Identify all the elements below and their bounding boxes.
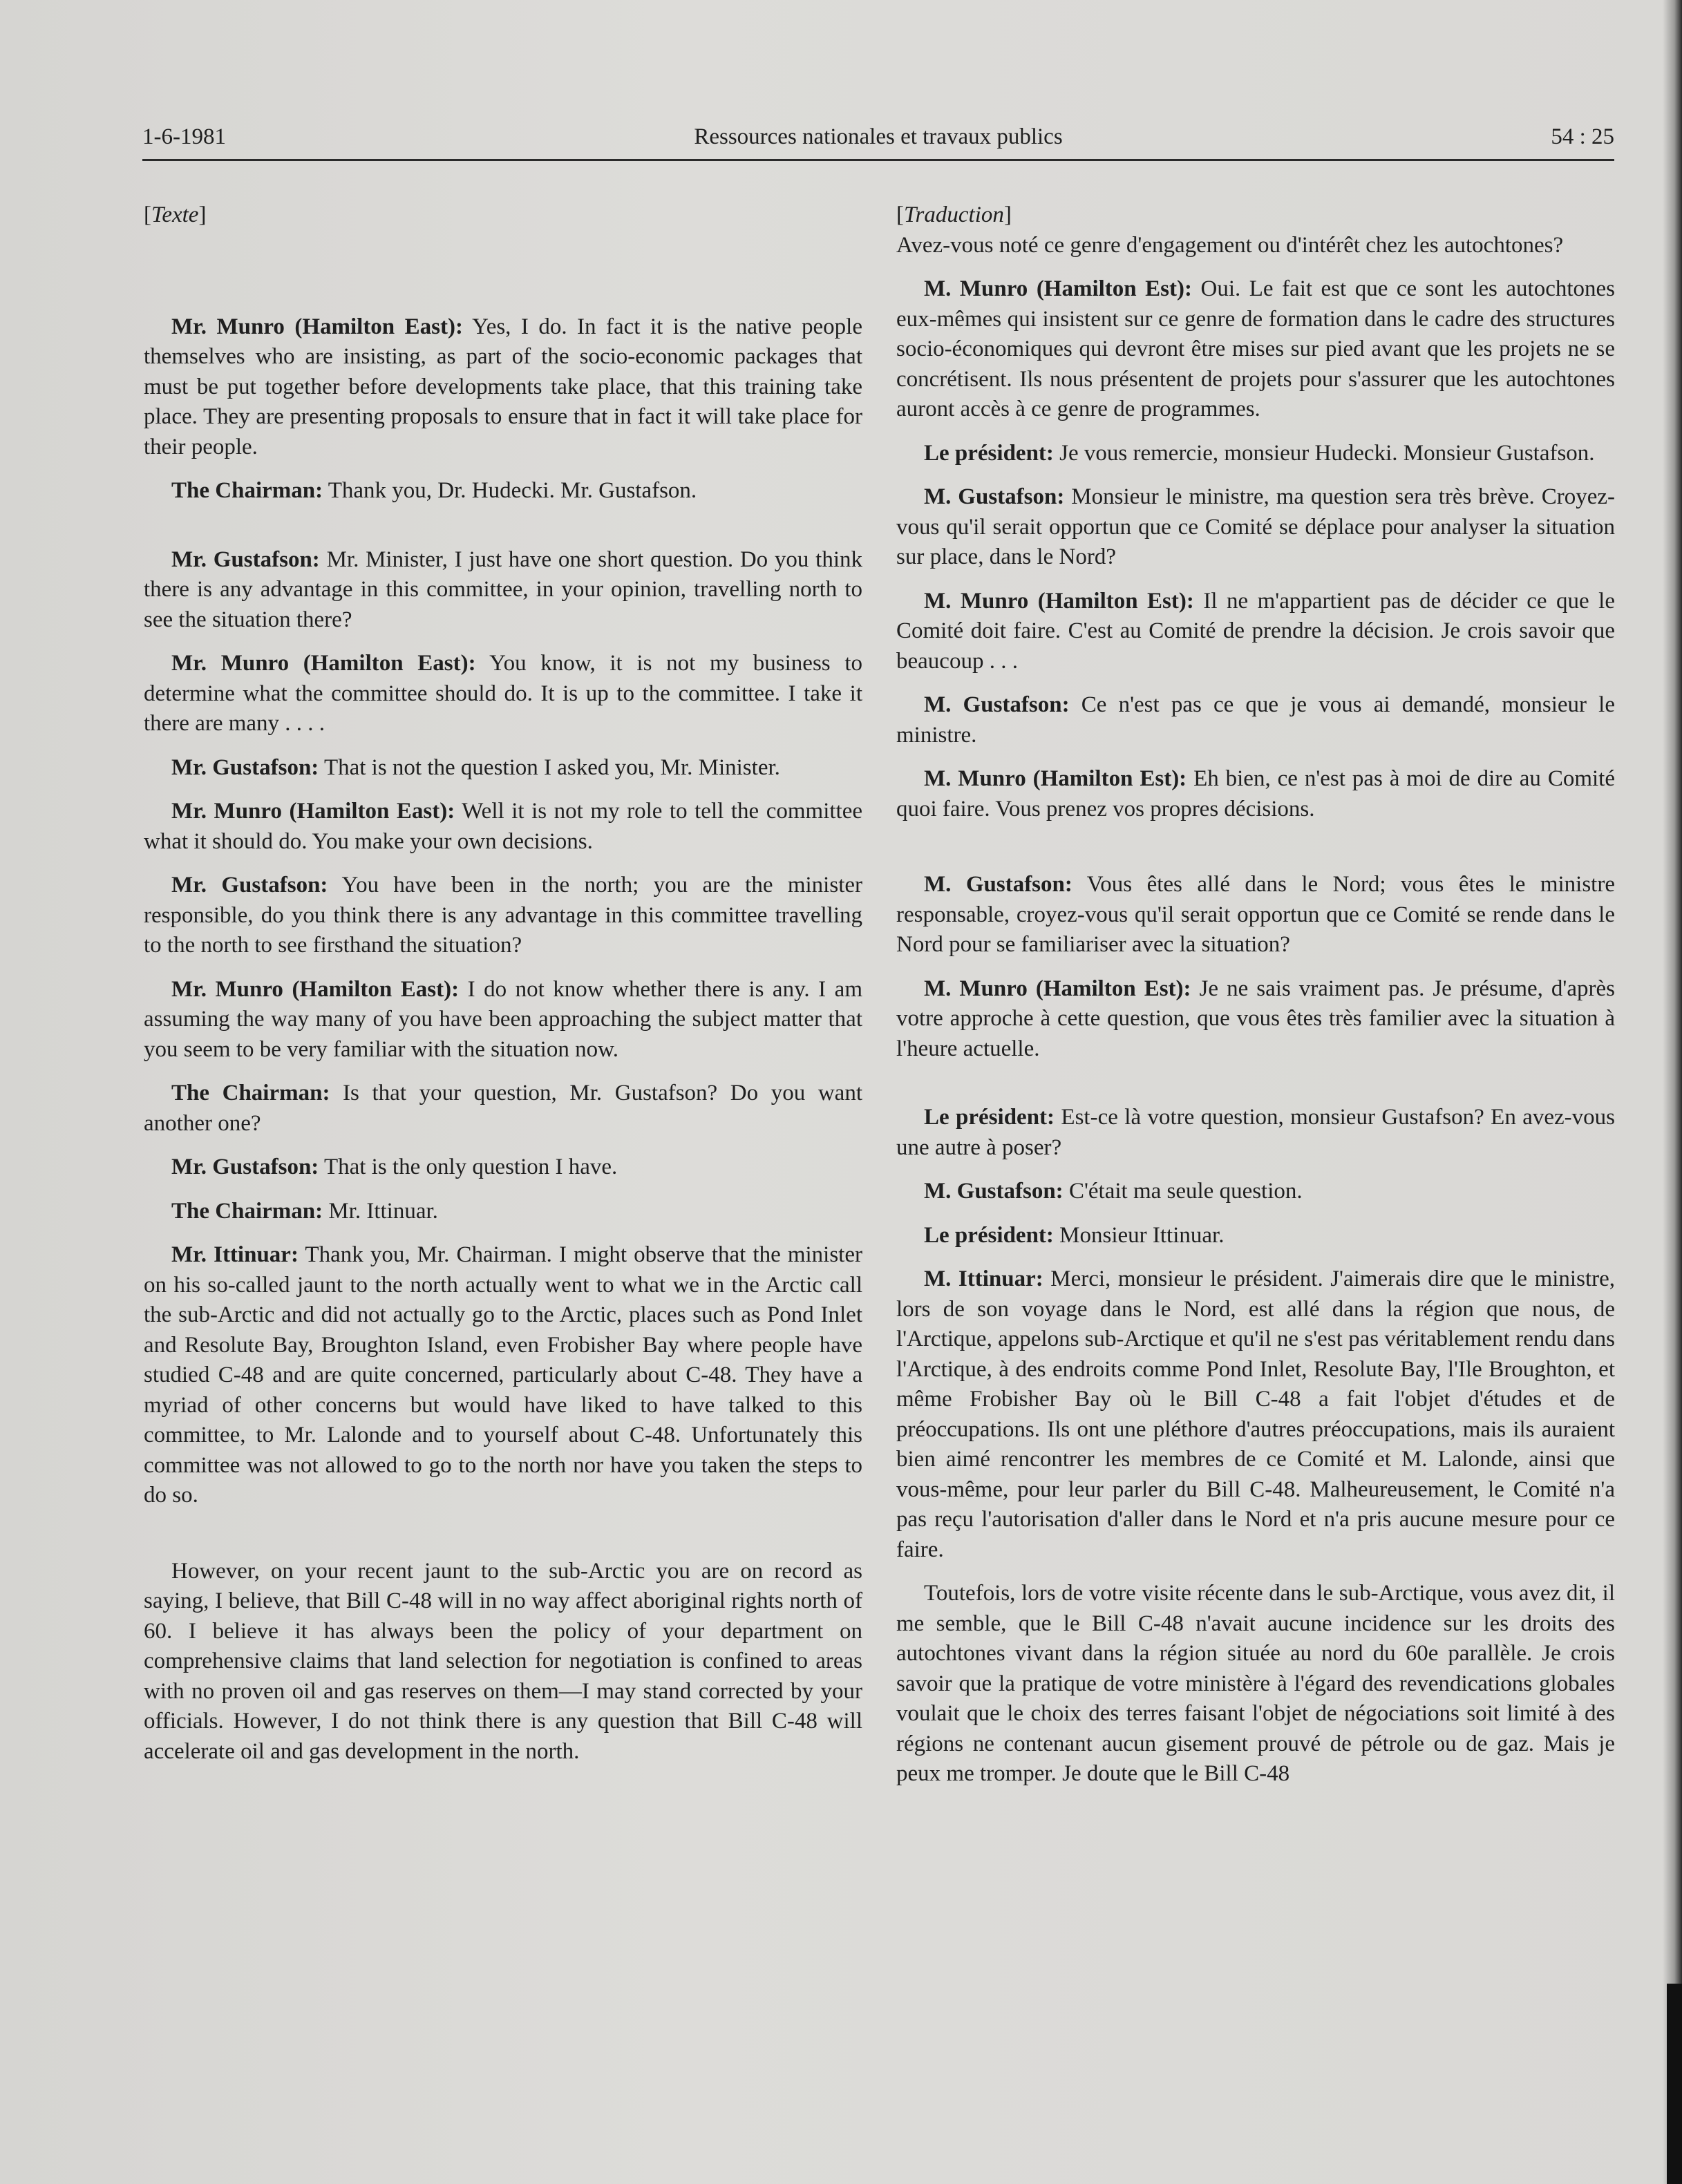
english-paragraph [144, 476, 862, 506]
english-paragraph [144, 1079, 862, 1139]
speaker-name: M. Gustafson: [924, 1179, 1064, 1204]
speaker-name: M. Munro (Hamilton Est): [924, 276, 1192, 301]
speaker-name: Mr. Gustafson: [171, 873, 328, 898]
speaker-name: M. Munro (Hamilton Est): [924, 588, 1194, 614]
english-paragraph [144, 1152, 862, 1183]
speech-text: Is that your question, Mr. Gustafson? Do you want another one? [144, 1081, 862, 1136]
speech-text: Oui. Le fait est que ce sont les autochtones eux-mêmes qui insistent sur ce genre de formation dans le cadre des structures socio-économiques qui devront être mises sur pied avant que les projets ne se concrétisent. Ils nous présentent de projets pour s'assurer que les autochtones auront accès à ce genre de programmes. [896, 276, 1615, 421]
french-paragraph [896, 764, 1615, 824]
speech-text: However, on your recent jaunt to the sub-Arctic you are on record as saying, I believe, that Bill C-48 will in no way affect aboriginal rights north of 60. I believe it has always been the policy of your department on comprehensive claims that land selection for negotiation is confined to areas with no proven oil and gas reserves on them—I may stand corrected by your officials. However, I do not think there is any question that Bill C-48 will accelerate oil and gas development in the north. [144, 1558, 862, 1764]
english-paragraph [144, 1557, 862, 1767]
speaker-name: Mr. Munro (Hamilton East): [171, 799, 455, 824]
speaker-name: The Chairman: [171, 478, 323, 503]
french-paragraph [896, 1264, 1615, 1565]
english-paragraph [144, 649, 862, 739]
french-paragraph [896, 974, 1615, 1065]
speech-text: You have been in the north; you are the minister responsible, do you think there is any advantage in this committee travelling to the north to see firsthand the situation? [144, 873, 862, 958]
page-corner-shadow [1667, 1984, 1682, 2184]
french-paragraph [896, 1177, 1615, 1207]
speech-text: Eh bien, ce n'est pas à moi de dire au Comité quoi faire. Vous prenez vos propres décisions. [896, 766, 1615, 822]
french-paragraph [896, 870, 1615, 960]
french-paragraph [896, 1103, 1615, 1163]
french-paragraph [896, 439, 1615, 469]
speech-text: Monsieur le ministre, ma question sera très brève. Croyez-vous qu'il serait opportun que ce Comité se déplace pour analyser la situation sur place, dans le Nord? [896, 484, 1615, 569]
english-column [144, 200, 862, 1781]
speaker-name: Mr. Ittinuar: [171, 1242, 299, 1267]
french-paragraph [896, 1579, 1615, 1789]
speech-text: Well it is not my role to tell the committee what it should do. You make your own decisions. [144, 799, 862, 854]
speaker-name: Mr. Munro (Hamilton East): [171, 651, 476, 676]
language-tag-english: [Texte] [144, 202, 207, 227]
speech-text: Toutefois, lors de votre visite récente dans le sub-Arctique, vous avez dit, il me semble, que le Bill C-48 n'avait aucune incidence sur les droits des autochtones vivant dans la région située au nord du 60e parallèle. Je crois savoir que la pratique de votre ministère à l'égard des revendications globales voulait que le choix des terres faisant l'objet de négociations soit limité à des régions ne contenant aucun gisement prouvé de pétrole ou de gaz. Mais je peux me tromper. Je doute que le Bill C-48 [896, 1581, 1615, 1786]
speaker-name: Mr. Gustafson: [171, 547, 320, 572]
speaker-name: M. Gustafson: [924, 484, 1065, 509]
french-paragraph [896, 690, 1615, 750]
speaker-name: Mr. Munro (Hamilton East): [171, 976, 460, 1002]
english-paragraph [144, 312, 862, 463]
speaker-name: Le président: [924, 440, 1054, 466]
header-title: Ressources nationales et travaux publics [694, 124, 1063, 149]
speaker-name: The Chairman: [171, 1198, 323, 1224]
speech-text: Mr. Minister, I just have one short question. Do you think there is any advantage in this committee, in your opinion, travelling north to see the situation there? [144, 547, 863, 632]
running-header [142, 123, 1614, 161]
english-paragraph [144, 545, 862, 636]
french-paragraph [896, 274, 1615, 425]
english-paragraph [144, 975, 862, 1065]
speech-text: Yes, I do. In fact it is the native people themselves who are insisting, as part of the socio-economic packages that must be put together before developments take place, that this training take place. They are presenting proposals to ensure that in fact it will take place for their people. [144, 314, 862, 459]
french-paragraph [896, 587, 1615, 677]
speech-text: Je ne sais vraiment pas. Je présume, d'après votre approche à cette question, que vous êtes très familier avec la situation à l'heure actuelle. [896, 976, 1615, 1061]
speech-text: Il ne m'appartient pas de décider ce que le Comité doit faire. C'est au Comité de prendre la décision. Je crois savoir que beaucoup . . . [896, 588, 1615, 674]
header-page-number: 54 : 25 [1551, 124, 1614, 149]
speech-text: Ce n'est pas ce que je vous ai demandé, monsieur le ministre. [896, 692, 1615, 748]
speech-text: Monsieur Ittinuar. [1053, 1222, 1225, 1248]
speech-text: Thank you, Dr. Hudecki. Mr. Gustafson. [323, 478, 697, 503]
english-paragraph [144, 1240, 862, 1511]
speech-text: C'était ma seule question. [1063, 1179, 1303, 1204]
speaker-name: M. Gustafson: [924, 872, 1072, 897]
speech-text: Vous êtes allé dans le Nord; vous êtes le ministre responsable, croyez-vous qu'il serait opportun que ce Comité se rende dans le Nord pour se familiariser avec la situation? [896, 872, 1615, 957]
speech-text: Mr. Ittinuar. [323, 1198, 438, 1224]
english-paragraph [144, 797, 862, 857]
french-column [896, 200, 1615, 1803]
speech-text: I do not know whether there is any. I am assuming the way many of you have been approaching the subject matter that you seem to be very familiar with the situation now. [144, 976, 862, 1062]
french-paragraph [896, 1221, 1615, 1251]
speaker-name: Le président: [924, 1222, 1054, 1248]
speaker-name: M. Ittinuar: [924, 1266, 1043, 1291]
english-paragraph [144, 871, 862, 961]
speaker-name: The Chairman: [171, 1081, 330, 1105]
speech-text: You know, it is not my business to determine what the committee should do. It is up to the committee. I take it there are many . . . . [144, 651, 862, 736]
french-paragraph [896, 482, 1615, 573]
english-paragraph [144, 753, 862, 784]
speech-text: Merci, monsieur le président. J'aimerais dire que le ministre, lors de son voyage dans le Nord, est allé dans la région que nous, de l'Arctique, appelons sub-Arctique et qu'il ne s'est pas véritablement rendu dans l'Arctique, à des endroits comme Pond Inlet, Resolute Bay, l'Ile Broughton, et même Frobisher Bay où le Bill C-48 a fait l'objet d'études et de préoccupations. Ils ont une pléthore d'autres préoccupations, mais ils auraient bien aimé rencontrer les membres de ce Comité et M. Lalonde, ainsi que vous-même, pour leur parler du Bill C-48. Malheureusement, le Comité n'a pas reçu l'autorisation d'aller dans le Nord et n'a pris aucune mesure pour ce faire. [896, 1266, 1615, 1562]
french-intro: Avez-vous noté ce genre d'engagement ou d'intérêt chez les autochtones? [896, 232, 1564, 258]
speaker-name: M. Gustafson: [924, 692, 1070, 717]
english-paragraph [144, 1197, 862, 1227]
header-date: 1-6-1981 [142, 124, 226, 149]
speaker-name: Mr. Gustafson: [171, 1155, 319, 1179]
speech-text: Je vous remercie, monsieur Hudecki. Monsieur Gustafson. [1053, 440, 1595, 466]
speech-text: Est-ce là votre question, monsieur Gustafson? En avez-vous une autre à poser? [896, 1105, 1615, 1160]
speech-text: That is the only question I have. [319, 1155, 618, 1179]
speaker-name: Mr. Munro (Hamilton East): [171, 314, 463, 339]
speaker-name: M. Munro (Hamilton Est): [924, 976, 1191, 1001]
speaker-name: Le président: [924, 1105, 1055, 1130]
speaker-name: Mr. Gustafson: [171, 754, 319, 780]
speech-text: That is not the question I asked you, Mr. Minister. [319, 754, 780, 780]
language-tag-french: [Traduction] [896, 202, 1012, 227]
speech-text: Thank you, Mr. Chairman. I might observe that the minister on his so-called jaunt to the north actually went to what we in the Arctic call the sub-Arctic and did not actually go to the Arctic, places such as Pond Inlet and Resolute Bay, Broughton Island, even Frobisher Bay where people have studied C-48 and are quite concerned, particularly about C-48. They have a myriad of other concerns but would have liked to have talked to this committee, to Mr. Lalonde and to yourself about C-48. Unfortunately this committee was not allowed to go to the north nor have you taken the steps to do so. [144, 1242, 862, 1508]
page-edge-shadow [1663, 0, 1682, 2184]
speaker-name: M. Munro (Hamilton Est): [924, 766, 1187, 791]
